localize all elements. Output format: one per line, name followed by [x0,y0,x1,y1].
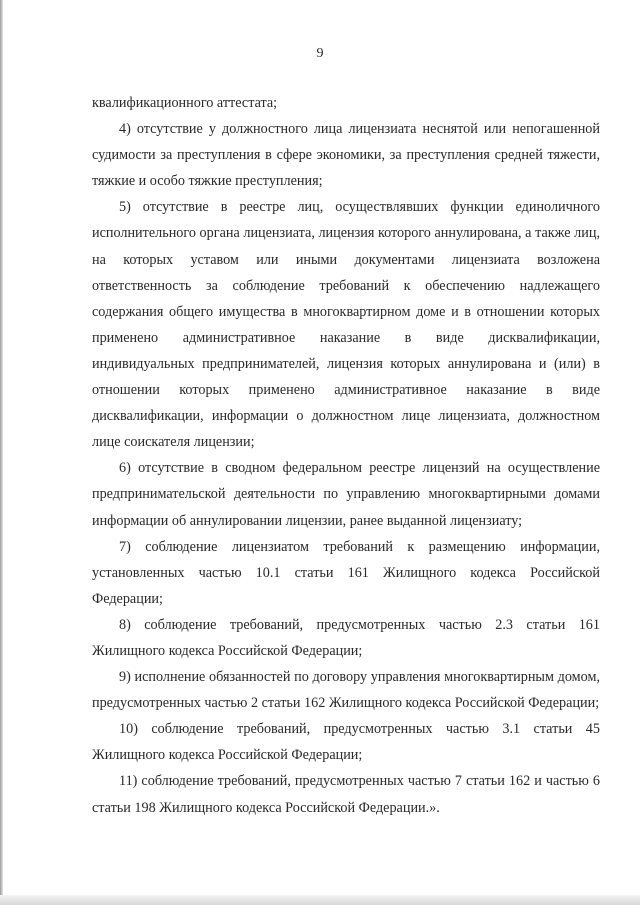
continuation-line: квалификационного аттестата; [92,95,278,111]
list-item-4: 4) отсутствие у должностного лица лицензиата неснятой или непогашенной судимости за преступления в сфере экономики, за преступления средней тяжести, тяжкие и особо тяжкие преступления; [92,121,600,190]
list-item-5: 5) отсутствие в реестре лиц, осуществлявших функции единоличного исполнительного органа лицензиата, лицензия которого аннулирована, а также лиц, на которых уставом или иными документами лицензиата возложена ответственность за соблюдение требований к обеспечению надлежащего содержания общего имущества в многоквартирном доме и в отношении которых применено административное наказание в виде дисквалификации, индивидуальных предпринимателей, лицензия которых аннулирована и (или) в отношении которых применено административное наказание в виде дисквалификации, информации о должностном лице лицензиата, должностном лице соискателя лицензии; [92,199,600,451]
scan-left-edge [0,0,3,905]
list-item-6: 6) отсутствие в сводном федеральном реестре лицензий на осуществление предпринимательской деятельности по управлению многоквартирными домами информации об аннулировании лицензии, ранее выданной лицензиату; [92,460,600,529]
document-body [92,90,600,821]
list-item-11: 11) соблюдение требований, предусмотренных частью 7 статьи 162 и частью 6 статьи 198 Жилищного кодекса Российской Федерации.». [92,773,600,816]
list-item-10: 10) соблюдение требований, предусмотренных частью 3.1 статьи 45 Жилищного кодекса Российской Федерации; [92,721,600,764]
page-number: 9 [316,46,324,61]
list-item-7: 7) соблюдение лицензиатом требований к размещению информации, установленных частью 10.1 статьи 161 Жилищного кодекса Российской Федерации; [92,538,600,607]
scan-bottom-edge [0,895,640,905]
list-item-9: 9) исполнение обязанностей по договору управления многоквартирным домом, предусмотренных частью 2 статьи 162 Жилищного кодекса Российской Федерации; [92,669,600,712]
list-item-8: 8) соблюдение требований, предусмотренных частью 2.3 статьи 161 Жилищного кодекса Российской Федерации; [92,616,600,659]
